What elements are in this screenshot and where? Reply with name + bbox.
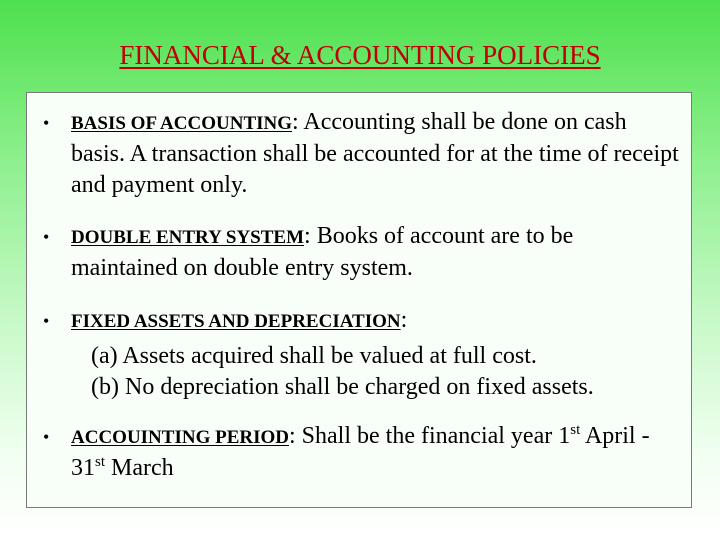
policy-colon: : [304,223,311,249]
policy-label: BASIS OF ACCOUNTING [71,113,293,134]
sub-item-b: (b) No depreciation shall be charged on fixed assets. [91,374,594,400]
policy-panel [26,92,692,508]
policy-description: Shall be the financial year 1 [301,423,571,449]
ordinal-suffix: st [570,422,581,438]
bullet-icon: • [43,227,50,247]
policy-label: ACCOUINTING PERIOD [71,427,289,448]
policy-text [71,305,679,337]
policy-description: Books of account are to be maintained on double entry system. [71,223,574,281]
policy-label: DOUBLE ENTRY SYSTEM [71,227,305,248]
sub-item-a: (a) Assets acquired shall be valued at full cost. [91,343,537,369]
policy-description: Accounting shall be done on cash basis. A transaction shall be accounted for at the time of receipt and payment only. [71,109,679,198]
policy-description: March [111,455,174,481]
policy-colon: : [400,307,408,333]
policy-colon: : [289,423,296,449]
page-title: FINANCIAL & ACCOUNTING POLICIES [119,40,601,70]
bullet-icon: • [43,311,50,331]
bullet-icon: • [43,113,50,133]
policy-text [71,421,679,484]
policy-description: April - 31 [71,423,650,481]
bullet-icon: • [43,427,50,447]
policy-text [71,221,679,284]
ordinal-suffix: st [95,454,106,470]
policy-colon: : [292,109,299,135]
policy-label: FIXED ASSETS AND DEPRECIATION [71,311,401,332]
policy-text [71,107,679,201]
